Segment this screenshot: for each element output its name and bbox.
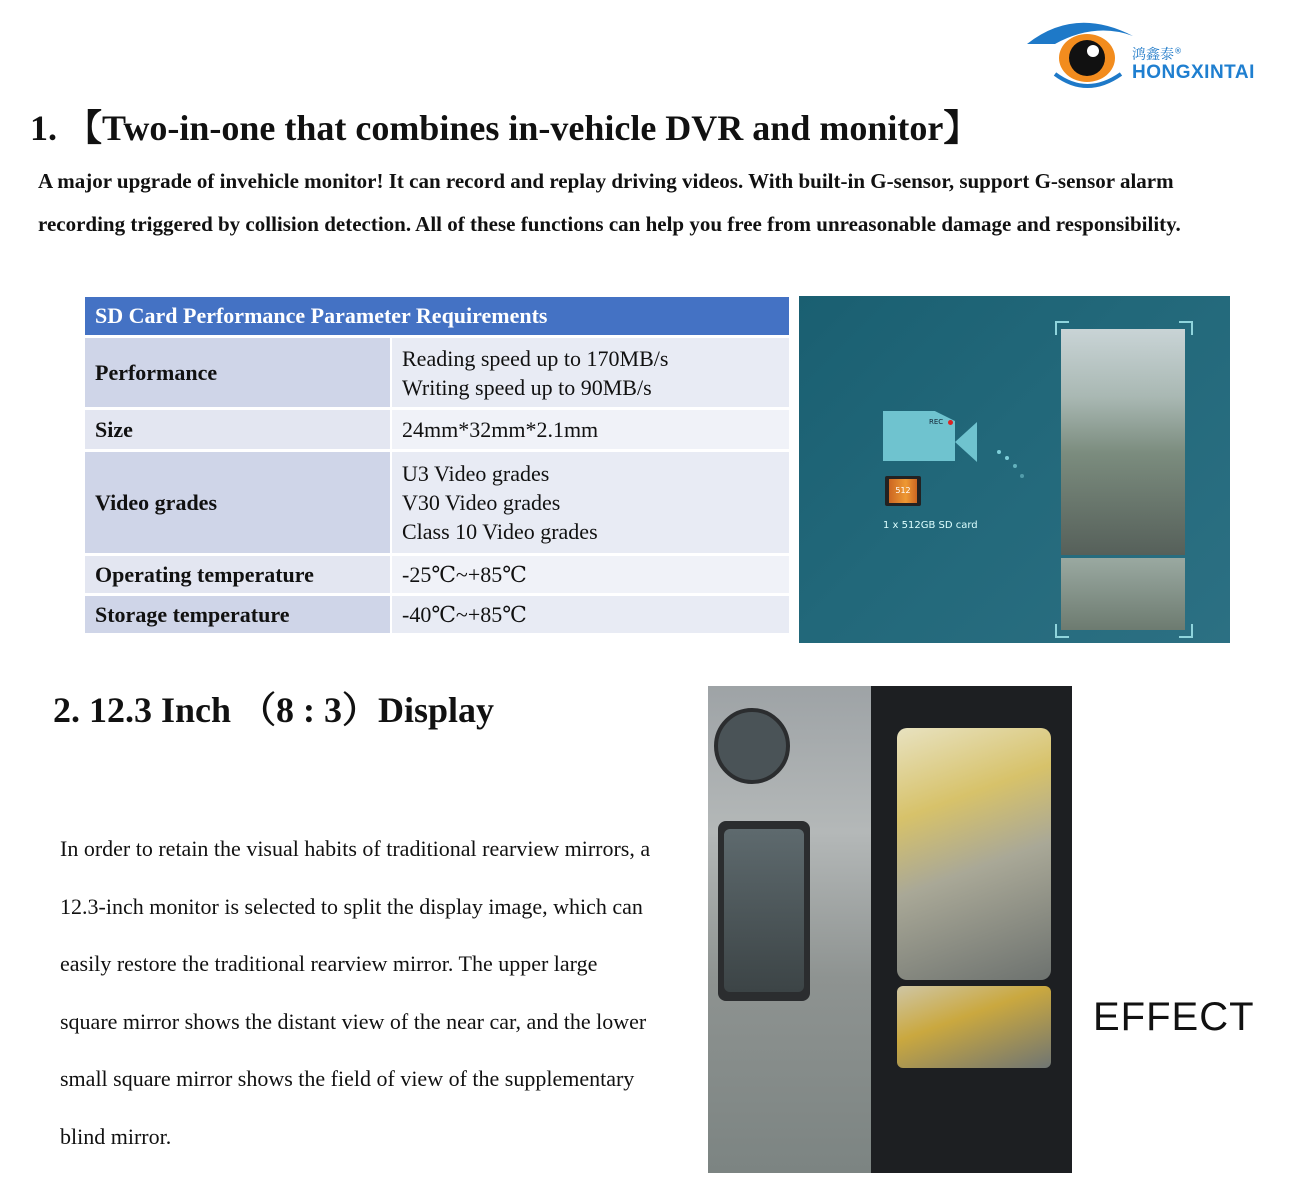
section-2-body: In order to retain the visual habits of traditional rearview mirrors, a 12.3-inch monitor is selected to split the display image, which can easily restore the traditional rearview mirror. The upper large square mirror shows the distant view of the near car, and the lower small square mirror shows the field of view of the supplementary blind mirror.	[60, 836, 651, 1149]
frame-corner	[1055, 321, 1069, 335]
frame-corner	[1179, 624, 1193, 638]
table-row	[85, 409, 789, 451]
camera-lens-icon	[955, 422, 977, 462]
sd-card-recording-image	[799, 296, 1230, 643]
upper-screen-view	[897, 728, 1051, 980]
rec-dot-icon	[948, 420, 953, 425]
frame-corner	[1055, 624, 1069, 638]
rec-label: REC	[929, 418, 944, 426]
lower-screen-view	[897, 986, 1051, 1068]
sd-card-caption: 1 x 512GB SD card	[883, 520, 978, 531]
row-label: Storage temperature	[85, 595, 391, 635]
eye-logo-icon	[1025, 14, 1135, 94]
table-row	[85, 595, 789, 635]
section-1-intro: A major upgrade of invehicle monitor! It can record and replay driving videos. With built-in G-sensor, support G-sensor alarm recording triggered by collision detection. All of these functions can help you free from unreasonable damage and responsibility.	[38, 169, 1181, 236]
brand-name-en: HONGXINTAI	[1132, 62, 1255, 83]
table-row	[85, 337, 789, 409]
row-value: -25℃~+85℃	[391, 555, 789, 595]
section-2-title: 2. 12.3 Inch （8 : 3）Display	[53, 690, 495, 730]
frame-corner	[1179, 321, 1193, 335]
row-label: Operating temperature	[85, 555, 391, 595]
table-row	[85, 555, 789, 595]
mirror-monitor-photo	[708, 686, 1072, 1173]
row-label: Size	[85, 409, 391, 451]
brand-logo	[1025, 14, 1275, 94]
sd-card-requirements-table	[85, 297, 789, 636]
row-value: -40℃~+85℃	[391, 595, 789, 635]
sd-card-icon: 512	[885, 476, 921, 506]
brand-name-cn: 鸿鑫泰®	[1132, 46, 1182, 63]
rear-view-main-image	[1061, 329, 1185, 555]
rear-view-sub-image	[1061, 558, 1185, 630]
row-value: U3 Video grades V30 Video grades Class 10 Video grades	[391, 451, 789, 555]
section-1-title: 1. 【Two-in-one that combines in-vehicle DVR and monitor】	[30, 108, 980, 148]
camera-icon	[883, 411, 955, 461]
effect-label: EFFECT	[1093, 995, 1255, 1039]
round-mirror	[714, 708, 790, 784]
row-value: Reading speed up to 170MB/s Writing speed up to 90MB/s	[391, 337, 789, 409]
row-value: 24mm*32mm*2.1mm	[391, 409, 789, 451]
table-row	[85, 451, 789, 555]
table-header: SD Card Performance Parameter Requirements	[85, 297, 789, 337]
signal-dots-icon	[995, 446, 1025, 486]
row-label: Video grades	[85, 451, 391, 555]
row-label: Performance	[85, 337, 391, 409]
